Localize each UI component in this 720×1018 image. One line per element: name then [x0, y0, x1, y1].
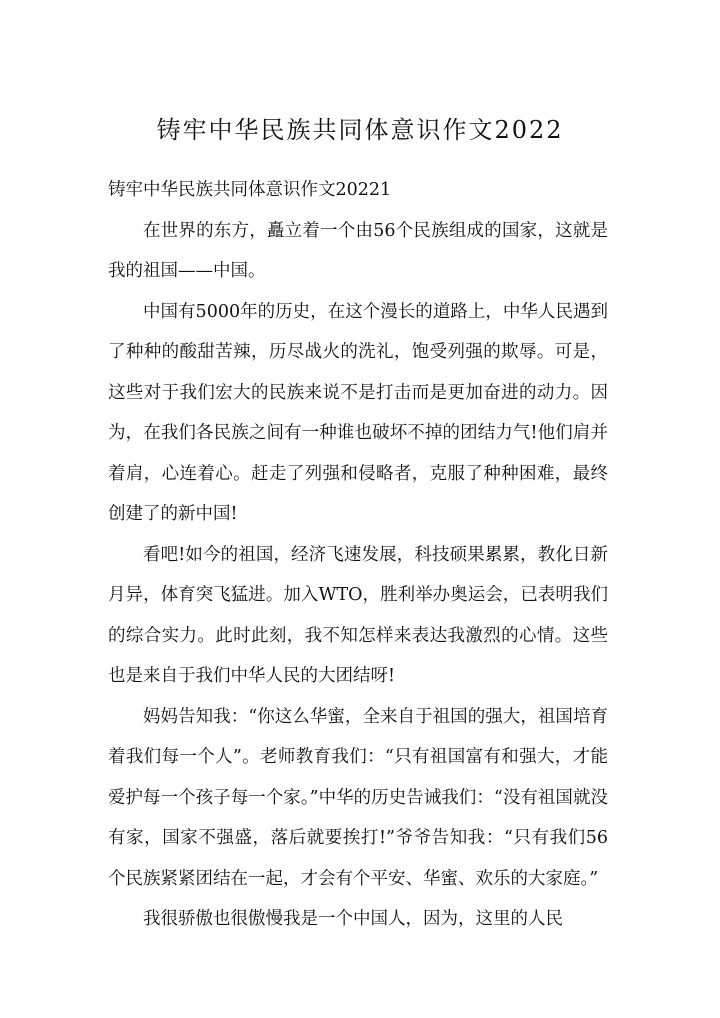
document-title: 铸牢中华民族共同体意识作文2022	[156, 116, 564, 144]
paragraph-4: 妈妈告知我：“你这么华蜜，全来自于祖国的强大，祖国培育着我们每一个人”。老师教育我们：“只有祖国富有和强大，才能爱护每一个孩子每一个家。”中华的历史告诫我们：“没有祖国就没有家，国家不强盛，落后就要挨打!”爷爷告知我：“只有我们56个民族紧紧团结在一起，才会有个平安、华蜜、欢乐的大家庭。”	[108, 706, 608, 889]
paragraph-5: 我很骄傲也很傲慢我是一个中国人，因为，这里的人民	[143, 909, 563, 929]
paragraph-1: 在世界的东方，矗立着一个由56个民族组成的国家，这就是我的祖国——中国。	[108, 220, 608, 281]
document-subtitle: 铸牢中华民族共同体意识作文20221	[108, 180, 392, 200]
paragraph-3: 看吧!如今的祖国，经济飞速发展，科技硕果累累，教化日新月异，体育突飞猛进。加入WTO，胜利举办奥运会，已表明我们的综合实力。此时此刻，我不知怎样来表达我激烈的心情。这些也是来自于我们中华人民的大团结呀!	[108, 544, 608, 686]
paragraph-2: 中国有5000年的历史，在这个漫长的道路上，中华人民遇到了种种的酸甜苦辣，历尽战火的洗礼，饱受列强的欺辱。可是，这些对于我们宏大的民族来说不是打击而是更加奋进的动力。因为，在我们各民族之间有一种谁也破坏不掉的团结力气!他们肩并着肩，心连着心。赶走了列强和侵略者，克服了种种困难，最终创建了的新中国!	[108, 301, 608, 524]
document-body	[108, 170, 608, 940]
